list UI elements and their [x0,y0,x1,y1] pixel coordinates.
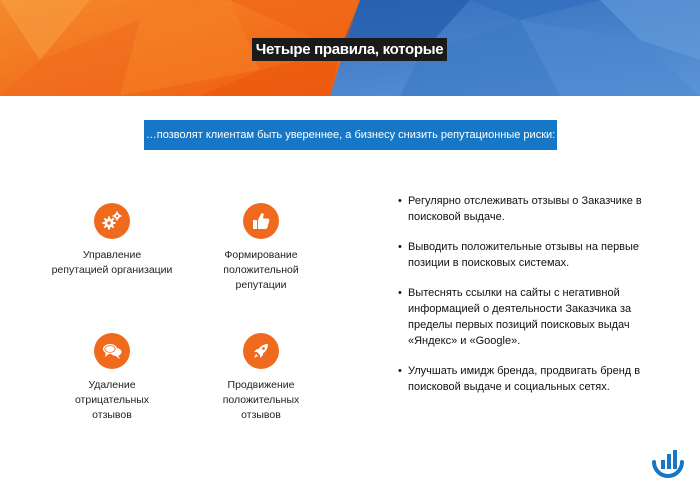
feature-negative-removal [37,333,187,423]
rule-item [396,239,676,271]
feature-label-text: Удаление отрицательных отзывов [74,379,150,421]
feature-label-text: Формирование положительной репутации [223,249,299,291]
feature-positive-reputation [186,203,336,293]
rule-text: Регулярно отслеживать отзывы о Заказчике в поисковой выдаче. [408,195,642,223]
bullet: • [398,287,402,299]
feature-icon-circle [243,203,279,239]
rule-item [396,363,676,395]
rule-text: Вытеснять ссылки на сайты с негативной информацией о деятельности Заказчика за пределы первых позиций поисковых выдач «Яндекс» и «Google». [408,287,632,347]
rule-text: Выводить положительные отзывы на первые позиции в поисковых системах. [408,241,640,269]
bullet: • [398,195,402,207]
feature-label-text: Управление репутацией организации [51,249,173,276]
feature-label [37,248,187,278]
rocket-icon [251,341,271,361]
feature-label [37,378,187,423]
chat-bubbles-icon [101,341,123,361]
feature-positive-promotion [186,333,336,423]
company-logo-icon [650,446,686,482]
page-title: Четыре правила, которые [252,38,447,61]
gears-icon [101,210,123,232]
feature-reputation-management [37,203,187,278]
feature-icon-circle [243,333,279,369]
rule-text: Улучшать имидж бренда, продвигать бренд в поисковой выдаче и социальных сетях. [408,365,641,393]
rules-list [396,193,676,409]
header-banner [0,0,700,96]
feature-label [186,248,336,293]
rule-item [396,285,676,349]
feature-label [186,378,336,423]
bullet: • [398,365,402,377]
feature-icon-circle [94,203,130,239]
feature-label-text: Продвижение положительных отзывов [222,379,300,421]
thumbs-up-icon [251,211,271,231]
rule-item [396,193,676,225]
bullet: • [398,241,402,253]
feature-icon-circle [94,333,130,369]
subtitle-bar: …позволят клиентам быть увереннее, а бизнесу снизить репутационные риски: [144,120,557,150]
